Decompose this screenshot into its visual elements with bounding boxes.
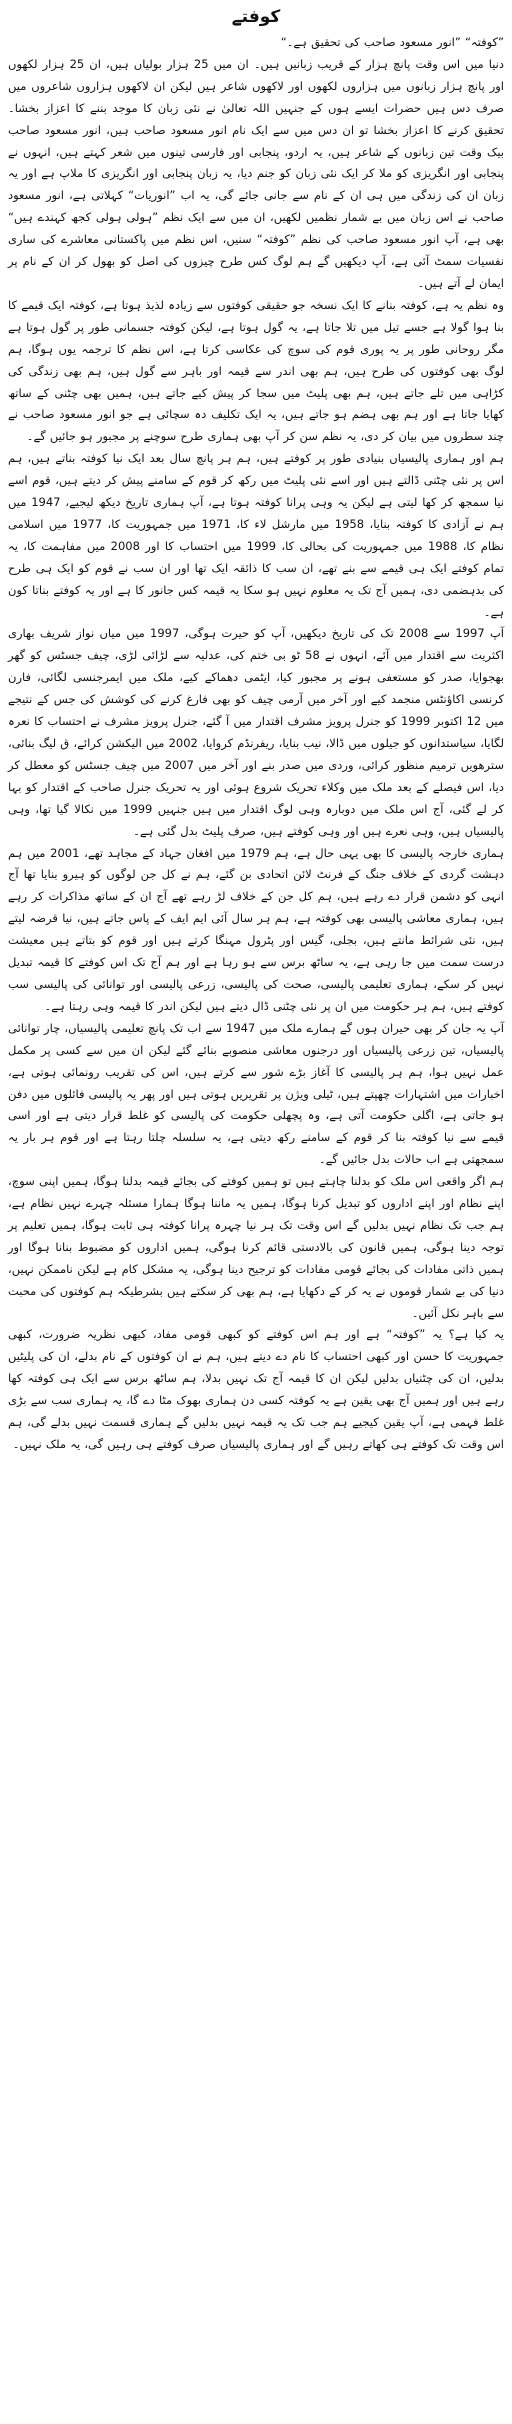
article-paragraph: دنیا میں اس وقت پانچ ہزار کے قریب زبانیں ہیں۔ ان میں 25 ہزار بولیاں ہیں، ان 25 ہزار لکھوں اور پانچ ہزار زبانوں میں ہزاروں لکھوں اور لاکھوں شاعر ہیں لیکن ان لاکھوں ہزاروں شاعروں میں صرف دس ہیں حضرات ایسے ہوں کے جنہیں اللہ تعالیٰ نے نئی زبان کا موجد بننے کا اعزاز بخشا۔ تحقیق کرنے کا اعزاز بخشا تو ان دس میں سے ایک نام انور مسعود صاحب ہیں، انور مسعود صاحب بیک وقت تین زبانوں کے شاعر ہیں، یہ اردو، پنجابی اور فارسی تینوں میں شعر کہتے ہیں، انہوں نے پنجابی اور انگریزی کو ملا کر ایک نئی زبان کو جنم دیا، یہ زبان پنجابی اور انگریزی کا ملاپ ہے اور یہ زبان ان کی زندگی میں ہی ان کے نام سے جانی جائے گی، یہ اب ”انوریات“ کہلاتی ہے، انور مسعود صاحب نے اس زبان میں بے شمار نظمیں لکھیں، ان میں سے ایک نظم ”ہولی ہولی کجھ کہندے ہیں“ بھی ہے، آپ انور مسعود صاحب کی نظم ”کوفتہ“ سنیں، اس نظم میں پاکستانی معاشرے کی ساری نفسیات سمٹ آئی ہے، آپ دیکھیں گے ہم لوگ کس طرح چیزوں کی اصل کو بھول کر ان کے نام پر ایمان لے آتے ہیں۔ [8,56,504,290]
article-paragraph: ہماری خارجہ پالیسی کا بھی یہی حال ہے، ہم 1979 میں افغان جہاد کے مجاہد تھے، 2001 میں ہم دہشت گردی کے خلاف جنگ کے فرنٹ لائن اتحادی بن گئے، ہم نے کل جن لوگوں کو ہیرو بنایا تھا آج انہی کو دشمن قرار دے رہے ہیں، ہم کل جن کے خلاف لڑ رہے تھے آج ان کے ساتھ مذاکرات کر رہے ہیں، ہماری معاشی پالیسی بھی کوفتہ ہے، ہم ہر سال آئی ایم ایف کے پاس جاتے ہیں، نیا قرضہ لیتے ہیں، نئی شرائط مانتے ہیں، بجلی، گیس اور پٹرول مہنگا کرتے ہیں اور قوم کو بتاتے ہیں معیشت درست سمت میں جا رہی ہے، یہ ساٹھ برس سے ہو رہا ہے اور ہم آج تک اس کوفتے کا قیمہ تبدیل نہیں کر سکے، ہماری تعلیمی پالیسی، صحت کی پالیسی، زرعی پالیسی اور توانائی کی پالیسی سب کوفتے ہیں، ہم ہر حکومت میں ان پر نئی چٹنی ڈال دیتے ہیں لیکن اندر کا قیمہ وہی رہتا ہے۔ [8,845,504,1013]
article-title: کوفتے [231,7,281,27]
article-body [8,32,504,1456]
article-paragraph: وہ نظم یہ ہے، کوفتہ بنانے کا ایک نسخہ جو حقیقی کوفتوں سے زیادہ لذیذ ہوتا ہے، کوفتہ ایک قیمے کا بنا ہوا گولا ہے جسے تیل میں تلا جاتا ہے، یہ گول ہوتا ہے، لیکن کوفتہ جسمانی طور پر گول ہوتا ہے مگر روحانی طور پر یہ پوری قوم کی سوچ کی عکاسی کرتا ہے، اس نظم کا ترجمہ یوں ہوگا، ہم لوگ بھی کوفتوں کی طرح ہیں، ہم بھی اندر سے قیمہ اور باہر سے گول ہیں، ہم بھی زندگی کی کڑاہی میں تلے جاتے ہیں، ہم بھی پلیٹ میں سجا کر پیش کیے جاتے ہیں، ہمیں بھی چٹنی کے ساتھ کھایا جاتا ہے اور ہم بھی ہضم ہو جاتے ہیں، یہ ایک تکلیف دہ سچائی ہے جو انور مسعود صاحب نے چند سطروں میں بیان کر دی، یہ نظم سن کر آپ بھی ہماری طرح سوچنے پر مجبور ہو جائیں گے۔ [8,297,504,444]
article-paragraph: آپ 1997 سے 2008 تک کی تاریخ دیکھیں، آپ کو حیرت ہوگی، 1997 میں میاں نواز شریف بھاری اکثریت سے اقتدار میں آئے، انہوں نے 58 ٹو بی ختم کی، عدلیہ سے لڑائی لڑی، چیف جسٹس کو گھر بھجوایا، صدر کو مستعفی ہونے پر مجبور کیا، ایٹمی دھماکے کیے، ملک میں ایمرجنسی لگائی، فارن کرنسی اکاؤنٹس منجمد کیے اور آخر میں آرمی چیف کو بھی فارغ کرنے کی کوشش کی جس کے نتیجے میں 12 اکتوبر 1999 کو جنرل پرویز مشرف اقتدار میں آ گئے، جنرل پرویز مشرف نے احتساب کا نعرہ لگایا، سیاستدانوں کو جیلوں میں ڈالا، نیب بنایا، ریفرنڈم کروایا، 2002 میں الیکشن کرائے، ق لیگ بنائی، سترھویں ترمیم منظور کرائی، وردی میں صدر بنے اور آخر میں 2007 میں چیف جسٹس کو معطل کر دیا، اس فیصلے کے بعد ملک میں وکلاء تحریک شروع ہوئی اور یہ تحریک جنرل صاحب کے اقتدار کو بہا کر لے گئی، آج اس ملک میں دوبارہ وہی لوگ اقتدار میں ہیں جنہیں 1999 میں نکالا گیا تھا، وہی پالیسیاں ہیں، وہی نعرے ہیں اور وہی کوفتے ہیں، صرف پلیٹ بدل گئی ہے۔ [8,626,504,838]
article-paragraph: ”کوفتہ“ ”انور مسعود صاحب کی تحقیق ہے۔“ [280,35,504,49]
article-paragraph: ہم اور ہماری پالیسیاں بنیادی طور پر کوفتے ہیں، ہم ہر پانچ سال بعد ایک نیا کوفتہ بناتے ہیں، ہم اس پر نئی چٹنی ڈالتے ہیں اور اسے نئی پلیٹ میں رکھ کر قوم کے سامنے پیش کر دیتے ہیں، قوم اسے نیا سمجھ کر کھا لیتی ہے لیکن یہ وہی پرانا کوفتہ ہوتا ہے، آپ ہماری تاریخ دیکھ لیجیے، 1947 میں ہم نے آزادی کا کوفتہ بنایا، 1958 میں مارشل لاء کا، 1971 میں جمہوریت کا، 1977 میں اسلامی نظام کا، 1988 میں جمہوریت کی بحالی کا، 1999 میں احتساب کا اور 2008 میں مفاہمت کا، یہ تمام کوفتے ایک ہی قیمے سے بنے تھے، ان سب کا ذائقہ ایک تھا اور ان سب نے قوم کو ایک ہی طرح کی بدہضمی دی، ہمیں آج تک یہ معلوم نہیں ہو سکا یہ قیمہ کس جانور کا ہے اور یہ کوفتے بناتا کون ہے۔ [8,451,504,619]
article-paragraph: یہ کیا ہے؟ یہ ”کوفتہ“ ہے اور ہم اس کوفتے کو کبھی قومی مفاد، کبھی نظریہ ضرورت، کبھی جمہوریت کا حسن اور کبھی احتساب کا نام دے دیتے ہیں، ہم نے ان کوفتوں کے نام بدلے، ان کی پلیٹیں بدلیں، ان کی چٹنیاں بدلیں لیکن ان کا قیمہ آج تک نہیں بدلا، ہم ساٹھ برس سے ایک ہی کوفتہ کھا رہے ہیں اور ہمیں آج بھی یقین ہے یہ کوفتہ کسی دن ہماری بھوک مٹا دے گا، یہ ہماری سب سے بڑی غلط فہمی ہے، آپ یقین کیجیے ہم جب تک یہ قیمہ نہیں بدلیں گے ہماری قسمت نہیں بدلے گی، ہم اس وقت تک کوفتے ہی کھاتے رہیں گے اور ہماری پالیسیاں صرف کوفتے ہی رہیں گی، یہ ملک نہیں۔ [8,1327,504,1451]
article-paragraph: ہم اگر واقعی اس ملک کو بدلنا چاہتے ہیں تو ہمیں کوفتے کی بجائے قیمہ بدلنا ہوگا، ہمیں اپنی سوچ، اپنے نظام اور اپنے اداروں کو تبدیل کرنا ہوگا، ہمیں یہ ماننا ہوگا ہمارا مسئلہ چہرے نہیں نظام ہے، ہم جب تک نظام نہیں بدلیں گے اس وقت تک ہر نیا چہرہ پرانا کوفتہ ہی ثابت ہوگا، ہمیں تعلیم پر توجہ دینا ہوگی، ہمیں قانون کی بالادستی قائم کرنا ہوگی، ہمیں اداروں کو مضبوط بنانا ہوگا اور ہمیں ذاتی مفادات کی بجائے قومی مفادات کو ترجیح دینا ہوگی، یہ مشکل کام ہے لیکن ناممکن نہیں، دنیا کی بے شمار قوموں نے یہ کر کے دکھایا ہے، ہم بھی کر سکتے ہیں بشرطیکہ ہم کوفتوں کی محبت سے باہر نکل آئیں۔ [8,1174,504,1320]
article-paragraph: آپ یہ جان کر بھی حیران ہوں گے ہمارے ملک میں 1947 سے اب تک پانچ تعلیمی پالیسیاں، چار توانائی پالیسیاں، تین زرعی پالیسیاں اور درجنوں معاشی منصوبے بنائے گئے لیکن ان میں سے کسی پر مکمل عمل نہیں ہوا، ہم ہر پالیسی کا آغاز بڑے شور سے کرتے ہیں، اس کی تقریب رونمائی ہوتی ہے، اخبارات میں اشتہارات چھپتے ہیں، ٹیلی ویژن پر تقریریں ہوتی ہیں اور پھر یہ پالیسی فائلوں میں دفن ہو جاتی ہے، اگلی حکومت آتی ہے، وہ پچھلی حکومت کی پالیسی کو غلط قرار دیتی ہے اور اسی قیمے سے نیا کوفتہ بنا کر قوم کے سامنے رکھ دیتی ہے، یہ سلسلہ چلتا رہتا ہے اور قوم ہر بار یہ سمجھتی ہے اب حالات بدل جائیں گے۔ [8,1020,504,1167]
